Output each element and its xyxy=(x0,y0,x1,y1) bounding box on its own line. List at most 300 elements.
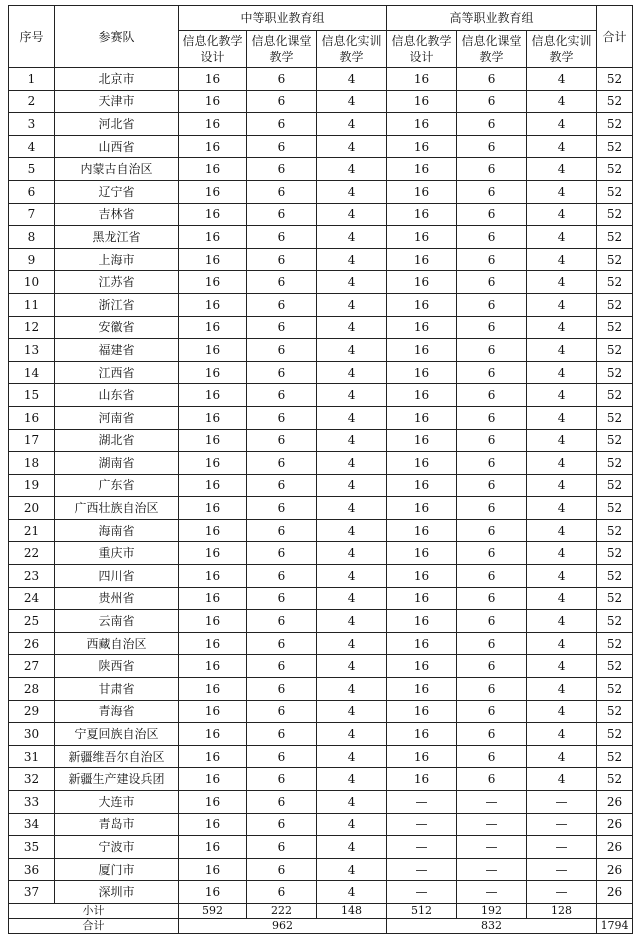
row-higher-training: 4 xyxy=(527,406,597,429)
row-secondary-design: 16 xyxy=(179,158,247,181)
row-higher-training: 4 xyxy=(527,293,597,316)
row-seq: 1 xyxy=(9,68,55,91)
row-secondary-design: 16 xyxy=(179,768,247,791)
row-secondary-classroom: 6 xyxy=(247,339,317,362)
row-secondary-training: 4 xyxy=(317,881,387,904)
row-higher-classroom: — xyxy=(457,813,527,836)
row-secondary-design: 16 xyxy=(179,361,247,384)
row-team: 深圳市 xyxy=(55,881,179,904)
row-higher-training: — xyxy=(527,858,597,881)
subtotal-higher-training: 128 xyxy=(527,903,597,918)
table-row xyxy=(9,361,633,384)
row-higher-design: 16 xyxy=(387,768,457,791)
row-higher-classroom: 6 xyxy=(457,158,527,181)
row-secondary-classroom: 6 xyxy=(247,768,317,791)
row-higher-design: — xyxy=(387,791,457,814)
row-secondary-design: 16 xyxy=(179,90,247,113)
row-higher-training: 4 xyxy=(527,248,597,271)
row-higher-classroom: 6 xyxy=(457,519,527,542)
row-higher-training: 4 xyxy=(527,474,597,497)
row-higher-training: 4 xyxy=(527,135,597,158)
row-secondary-classroom: 6 xyxy=(247,745,317,768)
row-team: 青海省 xyxy=(55,700,179,723)
table-row xyxy=(9,632,633,655)
row-total: 52 xyxy=(597,293,633,316)
row-seq: 4 xyxy=(9,135,55,158)
row-total: 52 xyxy=(597,90,633,113)
row-higher-design: 16 xyxy=(387,519,457,542)
row-higher-training: 4 xyxy=(527,361,597,384)
row-secondary-training: 4 xyxy=(317,610,387,633)
row-secondary-classroom: 6 xyxy=(247,293,317,316)
row-secondary-design: 16 xyxy=(179,632,247,655)
row-seq: 10 xyxy=(9,271,55,294)
row-seq: 27 xyxy=(9,655,55,678)
row-higher-training: 4 xyxy=(527,68,597,91)
row-total: 26 xyxy=(597,791,633,814)
row-total: 52 xyxy=(597,180,633,203)
row-secondary-training: 4 xyxy=(317,316,387,339)
row-secondary-design: 16 xyxy=(179,881,247,904)
row-team: 宁夏回族自治区 xyxy=(55,723,179,746)
table-row xyxy=(9,68,633,91)
subtotal-row xyxy=(9,903,633,918)
row-secondary-classroom: 6 xyxy=(247,158,317,181)
row-secondary-training: 4 xyxy=(317,226,387,249)
row-total: 52 xyxy=(597,587,633,610)
row-higher-design: — xyxy=(387,881,457,904)
row-higher-design: 16 xyxy=(387,610,457,633)
table-row xyxy=(9,745,633,768)
row-higher-design: — xyxy=(387,836,457,859)
row-higher-design: 16 xyxy=(387,135,457,158)
row-secondary-design: 16 xyxy=(179,678,247,701)
row-seq: 9 xyxy=(9,248,55,271)
row-total: 52 xyxy=(597,655,633,678)
row-secondary-training: 4 xyxy=(317,700,387,723)
row-seq: 18 xyxy=(9,452,55,475)
row-higher-training: 4 xyxy=(527,158,597,181)
table-row xyxy=(9,248,633,271)
row-total: 52 xyxy=(597,610,633,633)
row-team: 广西壮族自治区 xyxy=(55,497,179,520)
row-seq: 17 xyxy=(9,429,55,452)
row-secondary-training: 4 xyxy=(317,542,387,565)
row-higher-classroom: 6 xyxy=(457,361,527,384)
row-higher-training: 4 xyxy=(527,384,597,407)
table-row xyxy=(9,452,633,475)
row-seq: 6 xyxy=(9,180,55,203)
header-secondary-training: 信息化实训教学 xyxy=(317,31,387,68)
row-higher-design: — xyxy=(387,858,457,881)
row-higher-training: 4 xyxy=(527,745,597,768)
row-secondary-design: 16 xyxy=(179,813,247,836)
row-secondary-classroom: 6 xyxy=(247,678,317,701)
table-row xyxy=(9,587,633,610)
row-seq: 30 xyxy=(9,723,55,746)
row-secondary-design: 16 xyxy=(179,180,247,203)
row-secondary-design: 16 xyxy=(179,700,247,723)
row-secondary-training: 4 xyxy=(317,339,387,362)
row-higher-design: 16 xyxy=(387,745,457,768)
row-seq: 19 xyxy=(9,474,55,497)
row-secondary-design: 16 xyxy=(179,271,247,294)
row-secondary-training: 4 xyxy=(317,203,387,226)
row-secondary-training: 4 xyxy=(317,813,387,836)
row-total: 52 xyxy=(597,113,633,136)
row-higher-training: 4 xyxy=(527,587,597,610)
row-secondary-design: 16 xyxy=(179,113,247,136)
header-seq: 序号 xyxy=(9,6,55,68)
row-secondary-design: 16 xyxy=(179,474,247,497)
row-secondary-classroom: 6 xyxy=(247,384,317,407)
row-higher-classroom: 6 xyxy=(457,384,527,407)
table-row xyxy=(9,678,633,701)
row-total: 26 xyxy=(597,881,633,904)
row-secondary-classroom: 6 xyxy=(247,565,317,588)
table-row xyxy=(9,203,633,226)
row-team: 河南省 xyxy=(55,406,179,429)
row-higher-design: 16 xyxy=(387,180,457,203)
row-seq: 11 xyxy=(9,293,55,316)
table-row xyxy=(9,610,633,633)
row-higher-training: 4 xyxy=(527,655,597,678)
row-higher-classroom: 6 xyxy=(457,316,527,339)
row-higher-training: 4 xyxy=(527,203,597,226)
row-secondary-classroom: 6 xyxy=(247,723,317,746)
row-secondary-training: 4 xyxy=(317,361,387,384)
row-higher-classroom: 6 xyxy=(457,90,527,113)
row-team: 江苏省 xyxy=(55,271,179,294)
row-secondary-classroom: 6 xyxy=(247,113,317,136)
row-secondary-training: 4 xyxy=(317,180,387,203)
row-higher-design: 16 xyxy=(387,723,457,746)
row-team: 青岛市 xyxy=(55,813,179,836)
header-secondary-classroom: 信息化课堂教学 xyxy=(247,31,317,68)
row-higher-classroom: 6 xyxy=(457,180,527,203)
row-total: 52 xyxy=(597,519,633,542)
row-secondary-design: 16 xyxy=(179,452,247,475)
row-secondary-classroom: 6 xyxy=(247,226,317,249)
row-higher-design: 16 xyxy=(387,655,457,678)
row-secondary-design: 16 xyxy=(179,542,247,565)
row-seq: 28 xyxy=(9,678,55,701)
row-total: 52 xyxy=(597,68,633,91)
table-row xyxy=(9,655,633,678)
subtotal-secondary-training: 148 xyxy=(317,903,387,918)
row-team: 云南省 xyxy=(55,610,179,633)
row-team: 陕西省 xyxy=(55,655,179,678)
row-higher-training: — xyxy=(527,881,597,904)
row-secondary-training: 4 xyxy=(317,497,387,520)
row-higher-classroom: 6 xyxy=(457,632,527,655)
row-higher-design: 16 xyxy=(387,361,457,384)
row-seq: 35 xyxy=(9,836,55,859)
row-higher-classroom: — xyxy=(457,836,527,859)
row-higher-classroom: 6 xyxy=(457,226,527,249)
row-higher-design: 16 xyxy=(387,158,457,181)
table-row xyxy=(9,316,633,339)
row-seq: 7 xyxy=(9,203,55,226)
header-team: 参赛队 xyxy=(55,6,179,68)
row-secondary-design: 16 xyxy=(179,248,247,271)
row-secondary-design: 16 xyxy=(179,565,247,588)
row-total: 52 xyxy=(597,203,633,226)
header-secondary-design: 信息化教学设计 xyxy=(179,31,247,68)
row-higher-classroom: 6 xyxy=(457,293,527,316)
table-row xyxy=(9,723,633,746)
row-secondary-training: 4 xyxy=(317,113,387,136)
row-higher-design: 16 xyxy=(387,316,457,339)
row-team: 福建省 xyxy=(55,339,179,362)
table-row xyxy=(9,813,633,836)
row-higher-design: 16 xyxy=(387,497,457,520)
row-secondary-training: 4 xyxy=(317,655,387,678)
row-secondary-training: 4 xyxy=(317,135,387,158)
row-seq: 37 xyxy=(9,881,55,904)
subtotal-higher-design: 512 xyxy=(387,903,457,918)
row-secondary-training: 4 xyxy=(317,519,387,542)
table-row xyxy=(9,180,633,203)
table-row xyxy=(9,542,633,565)
row-higher-classroom: — xyxy=(457,858,527,881)
row-higher-classroom: 6 xyxy=(457,248,527,271)
row-secondary-training: 4 xyxy=(317,429,387,452)
header-group-higher: 高等职业教育组 xyxy=(387,6,597,31)
row-higher-classroom: 6 xyxy=(457,339,527,362)
row-total: 52 xyxy=(597,339,633,362)
row-team: 海南省 xyxy=(55,519,179,542)
row-secondary-training: 4 xyxy=(317,768,387,791)
row-seq: 26 xyxy=(9,632,55,655)
row-seq: 15 xyxy=(9,384,55,407)
row-team: 江西省 xyxy=(55,361,179,384)
row-seq: 13 xyxy=(9,339,55,362)
row-higher-design: 16 xyxy=(387,429,457,452)
row-secondary-training: 4 xyxy=(317,858,387,881)
row-secondary-classroom: 6 xyxy=(247,497,317,520)
row-higher-training: 4 xyxy=(527,429,597,452)
row-higher-classroom: 6 xyxy=(457,745,527,768)
row-higher-classroom: 6 xyxy=(457,429,527,452)
row-higher-classroom: — xyxy=(457,881,527,904)
row-seq: 33 xyxy=(9,791,55,814)
row-higher-training: 4 xyxy=(527,723,597,746)
row-total: 26 xyxy=(597,836,633,859)
row-secondary-training: 4 xyxy=(317,836,387,859)
table-row xyxy=(9,406,633,429)
row-team: 天津市 xyxy=(55,90,179,113)
row-secondary-training: 4 xyxy=(317,90,387,113)
row-secondary-classroom: 6 xyxy=(247,248,317,271)
row-higher-classroom: 6 xyxy=(457,768,527,791)
row-total: 52 xyxy=(597,158,633,181)
row-higher-classroom: 6 xyxy=(457,700,527,723)
row-team: 重庆市 xyxy=(55,542,179,565)
row-secondary-classroom: 6 xyxy=(247,519,317,542)
table-row xyxy=(9,768,633,791)
row-secondary-design: 16 xyxy=(179,791,247,814)
row-higher-design: 16 xyxy=(387,271,457,294)
row-secondary-design: 16 xyxy=(179,293,247,316)
row-seq: 22 xyxy=(9,542,55,565)
row-total: 52 xyxy=(597,361,633,384)
row-higher-training: 4 xyxy=(527,113,597,136)
grand-total-row xyxy=(9,918,633,933)
row-higher-training: 4 xyxy=(527,90,597,113)
table-row xyxy=(9,271,633,294)
row-seq: 8 xyxy=(9,226,55,249)
table-row xyxy=(9,113,633,136)
row-total: 52 xyxy=(597,452,633,475)
row-secondary-design: 16 xyxy=(179,429,247,452)
row-secondary-design: 16 xyxy=(179,316,247,339)
row-total: 52 xyxy=(597,542,633,565)
row-seq: 32 xyxy=(9,768,55,791)
row-total: 52 xyxy=(597,768,633,791)
row-secondary-design: 16 xyxy=(179,497,247,520)
table-row xyxy=(9,293,633,316)
subtotal-secondary-classroom: 222 xyxy=(247,903,317,918)
row-total: 52 xyxy=(597,565,633,588)
row-secondary-design: 16 xyxy=(179,226,247,249)
row-team: 贵州省 xyxy=(55,587,179,610)
row-secondary-design: 16 xyxy=(179,203,247,226)
row-team: 安徽省 xyxy=(55,316,179,339)
row-higher-design: 16 xyxy=(387,452,457,475)
table-row xyxy=(9,700,633,723)
row-secondary-classroom: 6 xyxy=(247,68,317,91)
row-total: 52 xyxy=(597,429,633,452)
table-row xyxy=(9,90,633,113)
row-secondary-classroom: 6 xyxy=(247,429,317,452)
row-total: 52 xyxy=(597,723,633,746)
row-higher-classroom: 6 xyxy=(457,497,527,520)
row-secondary-training: 4 xyxy=(317,68,387,91)
row-team: 内蒙古自治区 xyxy=(55,158,179,181)
row-higher-design: 16 xyxy=(387,68,457,91)
row-higher-classroom: 6 xyxy=(457,655,527,678)
row-secondary-classroom: 6 xyxy=(247,632,317,655)
row-higher-training: — xyxy=(527,791,597,814)
row-team: 新疆生产建设兵团 xyxy=(55,768,179,791)
row-team: 山西省 xyxy=(55,135,179,158)
row-secondary-classroom: 6 xyxy=(247,881,317,904)
row-higher-training: 4 xyxy=(527,768,597,791)
row-secondary-classroom: 6 xyxy=(247,361,317,384)
table-row xyxy=(9,791,633,814)
row-secondary-training: 4 xyxy=(317,452,387,475)
row-secondary-training: 4 xyxy=(317,293,387,316)
row-higher-classroom: 6 xyxy=(457,610,527,633)
row-secondary-training: 4 xyxy=(317,745,387,768)
row-total: 52 xyxy=(597,474,633,497)
row-higher-classroom: 6 xyxy=(457,587,527,610)
row-higher-design: 16 xyxy=(387,248,457,271)
row-higher-classroom: 6 xyxy=(457,542,527,565)
row-team: 四川省 xyxy=(55,565,179,588)
table-row xyxy=(9,429,633,452)
row-secondary-design: 16 xyxy=(179,406,247,429)
row-secondary-classroom: 6 xyxy=(247,474,317,497)
row-total: 52 xyxy=(597,497,633,520)
row-higher-classroom: 6 xyxy=(457,678,527,701)
row-higher-classroom: 6 xyxy=(457,723,527,746)
row-secondary-classroom: 6 xyxy=(247,813,317,836)
row-secondary-training: 4 xyxy=(317,158,387,181)
row-team: 厦门市 xyxy=(55,858,179,881)
row-team: 甘肃省 xyxy=(55,678,179,701)
header-total: 合计 xyxy=(597,6,633,68)
row-total: 52 xyxy=(597,745,633,768)
row-secondary-design: 16 xyxy=(179,384,247,407)
header-higher-classroom: 信息化课堂教学 xyxy=(457,31,527,68)
row-secondary-training: 4 xyxy=(317,632,387,655)
row-secondary-training: 4 xyxy=(317,678,387,701)
row-secondary-design: 16 xyxy=(179,339,247,362)
row-total: 52 xyxy=(597,316,633,339)
row-seq: 20 xyxy=(9,497,55,520)
grand-total-label: 合计 xyxy=(9,918,179,933)
row-secondary-classroom: 6 xyxy=(247,180,317,203)
row-total: 52 xyxy=(597,271,633,294)
row-team: 西藏自治区 xyxy=(55,632,179,655)
grand-total-all: 1794 xyxy=(597,918,633,933)
row-team: 浙江省 xyxy=(55,293,179,316)
row-higher-design: 16 xyxy=(387,113,457,136)
row-higher-training: 4 xyxy=(527,565,597,588)
row-seq: 25 xyxy=(9,610,55,633)
row-higher-training: 4 xyxy=(527,271,597,294)
subtotal-secondary-design: 592 xyxy=(179,903,247,918)
row-higher-classroom: 6 xyxy=(457,452,527,475)
row-total: 52 xyxy=(597,700,633,723)
row-seq: 34 xyxy=(9,813,55,836)
row-secondary-classroom: 6 xyxy=(247,90,317,113)
row-higher-training: 4 xyxy=(527,316,597,339)
row-secondary-design: 16 xyxy=(179,858,247,881)
row-secondary-design: 16 xyxy=(179,135,247,158)
row-higher-classroom: 6 xyxy=(457,565,527,588)
row-higher-classroom: 6 xyxy=(457,135,527,158)
row-higher-classroom: 6 xyxy=(457,271,527,294)
table-row xyxy=(9,519,633,542)
header-higher-training: 信息化实训教学 xyxy=(527,31,597,68)
table-row xyxy=(9,836,633,859)
row-higher-training: 4 xyxy=(527,519,597,542)
row-secondary-design: 16 xyxy=(179,723,247,746)
table-row xyxy=(9,158,633,181)
row-team: 宁波市 xyxy=(55,836,179,859)
row-higher-training: 4 xyxy=(527,226,597,249)
row-higher-classroom: 6 xyxy=(457,203,527,226)
row-higher-training: 4 xyxy=(527,542,597,565)
row-secondary-training: 4 xyxy=(317,384,387,407)
row-secondary-classroom: 6 xyxy=(247,542,317,565)
row-higher-design: 16 xyxy=(387,90,457,113)
row-total: 52 xyxy=(597,384,633,407)
row-secondary-training: 4 xyxy=(317,565,387,588)
row-team: 河北省 xyxy=(55,113,179,136)
row-higher-design: 16 xyxy=(387,678,457,701)
row-secondary-classroom: 6 xyxy=(247,271,317,294)
row-higher-design: 16 xyxy=(387,542,457,565)
header-group-secondary: 中等职业教育组 xyxy=(179,6,387,31)
row-higher-design: 16 xyxy=(387,632,457,655)
row-higher-training: 4 xyxy=(527,700,597,723)
table-row xyxy=(9,858,633,881)
row-secondary-classroom: 6 xyxy=(247,610,317,633)
